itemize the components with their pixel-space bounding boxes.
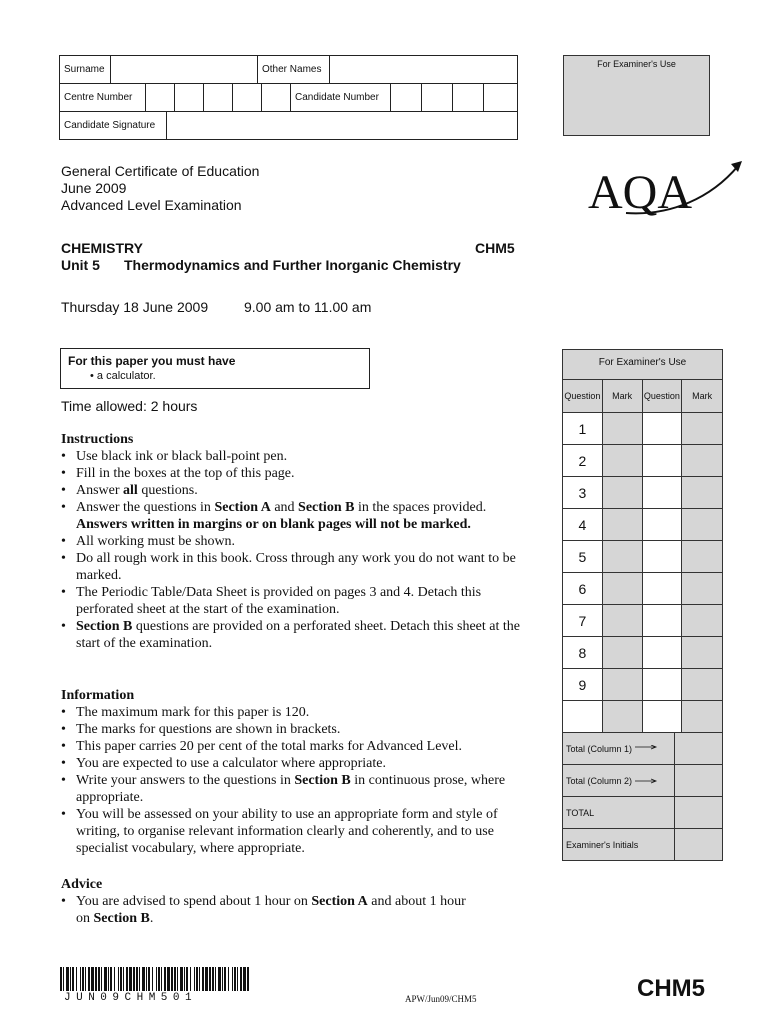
mark-cell-2[interactable]	[682, 637, 722, 668]
col-mark-2: Mark	[682, 380, 722, 412]
logo-text: AQA	[588, 166, 692, 218]
instruction-item: • The Periodic Table/Data Sheet is provided on pages 3 and 4. Detach this perforated sheet at the start of the examination.	[61, 584, 521, 618]
question-number: 4	[563, 509, 603, 540]
instruction-item: • Answer all questions.	[61, 482, 521, 499]
centre-number-digit[interactable]	[233, 84, 262, 111]
question-cell-2	[643, 701, 683, 732]
must-have-item: • a calculator.	[90, 370, 156, 382]
question-cell-2	[643, 573, 683, 604]
examiner-use-box-top: For Examiner's Use	[563, 55, 710, 136]
total-column-1-value[interactable]	[675, 733, 722, 764]
information-list	[61, 704, 521, 857]
mark-cell[interactable]	[603, 445, 643, 476]
paper-code: CHM5	[637, 975, 706, 1002]
signature-field[interactable]	[167, 112, 517, 139]
mark-cell[interactable]	[603, 541, 643, 572]
candidate-number-digit[interactable]	[484, 84, 517, 111]
question-number: 7	[563, 605, 603, 636]
information-item: • You are expected to use a calculator where appropriate.	[61, 755, 521, 772]
information-item: • You will be assessed on your ability to use an appropriate form and style of writing, to organise relevant information clearly and coherently, and to use specialist vocabulary, where appropriate.	[61, 806, 521, 857]
question-number: 3	[563, 477, 603, 508]
total-column-1-label: Total (Column 1)	[563, 733, 675, 764]
mark-cell[interactable]	[603, 477, 643, 508]
question-cell-2	[643, 445, 683, 476]
total-value[interactable]	[675, 797, 722, 828]
mark-cell[interactable]	[603, 573, 643, 604]
col-question: Question	[563, 380, 603, 412]
mark-cell[interactable]	[603, 509, 643, 540]
centre-number-digit[interactable]	[204, 84, 233, 111]
footer-reference: APW/Jun09/CHM5	[405, 994, 477, 1004]
question-number-empty	[563, 701, 603, 732]
question-cell-2	[643, 605, 683, 636]
question-cell-2	[643, 669, 683, 700]
total-label: TOTAL	[563, 797, 675, 828]
grid-row	[563, 605, 722, 637]
mark-cell-2[interactable]	[682, 541, 722, 572]
barcode	[60, 967, 251, 991]
information-item: • Write your answers to the questions in Section B in continuous prose, where appropriate.	[61, 772, 521, 806]
surname-field[interactable]	[111, 56, 258, 83]
question-number: 5	[563, 541, 603, 572]
col-mark: Mark	[603, 380, 643, 412]
candidate-number-digit[interactable]	[453, 84, 484, 111]
total-column-1-row	[563, 733, 722, 765]
arrow-right-icon	[635, 745, 659, 753]
information-section	[61, 687, 521, 857]
aqa-logo	[586, 158, 746, 218]
exam-header	[61, 163, 259, 214]
grid-row	[563, 637, 722, 669]
initials-row	[563, 829, 722, 860]
mark-cell-2[interactable]	[682, 477, 722, 508]
information-item: • The marks for questions are shown in brackets.	[61, 721, 521, 738]
total-row	[563, 797, 722, 829]
signature-row	[60, 112, 517, 139]
other-names-label: Other Names	[258, 56, 330, 83]
must-have-item-text: a calculator.	[96, 370, 156, 382]
examiner-marks-grid	[562, 349, 723, 861]
header-line2: June 2009	[61, 180, 127, 196]
number-row	[60, 84, 517, 112]
subject-name: CHEMISTRY	[61, 240, 143, 256]
mark-cell-2[interactable]	[682, 573, 722, 604]
question-cell-2	[643, 637, 683, 668]
initials-value[interactable]	[675, 829, 722, 860]
question-number: 8	[563, 637, 603, 668]
information-item: • This paper carries 20 per cent of the total marks for Advanced Level.	[61, 738, 521, 755]
candidate-number-digit[interactable]	[422, 84, 453, 111]
centre-number-label: Centre Number	[60, 84, 146, 111]
grid-row	[563, 445, 722, 477]
centre-number-digit[interactable]	[146, 84, 175, 111]
initials-label: Examiner's Initials	[563, 829, 675, 860]
mark-cell[interactable]	[603, 701, 643, 732]
centre-number-digit[interactable]	[175, 84, 204, 111]
advice-section	[61, 876, 481, 927]
subject-code: CHM5	[475, 240, 515, 256]
mark-cell-2[interactable]	[682, 445, 722, 476]
question-number: 6	[563, 573, 603, 604]
exam-time: 9.00 am to 11.00 am	[244, 299, 372, 315]
instruction-item: • Fill in the boxes at the top of this page.	[61, 465, 521, 482]
question-cell-2	[643, 541, 683, 572]
mark-cell[interactable]	[603, 605, 643, 636]
header-line3: Advanced Level Examination	[61, 197, 242, 213]
must-have-heading: For this paper you must have	[68, 354, 236, 368]
grid-row	[563, 413, 722, 445]
centre-number-digit[interactable]	[262, 84, 291, 111]
unit-number: Unit 5	[61, 257, 100, 273]
exam-day: Thursday 18 June 2009	[61, 299, 209, 315]
total-column-2-value[interactable]	[675, 765, 722, 796]
header-line1: General Certificate of Education	[61, 163, 260, 179]
grid-row	[563, 541, 722, 573]
instructions-heading: Instructions	[61, 432, 134, 447]
signature-label: Candidate Signature	[60, 112, 167, 139]
mark-cell-2[interactable]	[682, 701, 722, 732]
question-number: 2	[563, 445, 603, 476]
information-item: • The maximum mark for this paper is 120.	[61, 704, 521, 721]
grid-row	[563, 509, 722, 541]
grid-row	[563, 477, 722, 509]
question-cell-2	[643, 413, 683, 444]
instructions-section	[61, 431, 521, 652]
instruction-item: • Do all rough work in this book. Cross through any work you do not want to be marked.	[61, 550, 521, 584]
must-have-box	[60, 348, 370, 389]
unit-title: Thermodynamics and Further Inorganic Chemistry	[124, 257, 461, 273]
mark-cell[interactable]	[603, 669, 643, 700]
grid-row	[563, 701, 722, 733]
surname-label: Surname	[60, 56, 111, 83]
arrow-right-icon	[635, 777, 659, 785]
mark-cell-2[interactable]	[682, 605, 722, 636]
mark-cell-2[interactable]	[682, 669, 722, 700]
advice-heading: Advice	[61, 877, 103, 892]
other-names-field[interactable]	[330, 56, 517, 83]
question-cell-2	[643, 477, 683, 508]
question-number: 1	[563, 413, 603, 444]
total-column-2-row	[563, 765, 722, 797]
grid-header-row	[563, 380, 722, 413]
candidate-number-label: Candidate Number	[291, 84, 391, 111]
instruction-item: • Use black ink or black ball-point pen.	[61, 448, 521, 465]
instruction-item: • All working must be shown.	[61, 533, 521, 550]
grid-row	[563, 573, 722, 605]
instructions-list	[61, 448, 521, 652]
question-number: 9	[563, 669, 603, 700]
grid-title: For Examiner's Use	[563, 350, 722, 380]
advice-item: • You are advised to spend about 1 hour on Section A and about 1 hour on Section B.	[61, 893, 481, 927]
candidate-details	[59, 55, 518, 140]
mark-cell-2[interactable]	[682, 413, 722, 444]
barcode-text: JUN09CHM501	[64, 992, 198, 1004]
grid-row	[563, 669, 722, 701]
col-question-2: Question	[643, 380, 683, 412]
time-allowed: Time allowed: 2 hours	[61, 398, 198, 414]
surname-row	[60, 56, 517, 84]
mark-cell[interactable]	[603, 413, 643, 444]
mark-cell[interactable]	[603, 637, 643, 668]
advice-list	[61, 893, 481, 927]
total-column-2-label: Total (Column 2)	[563, 765, 675, 796]
mark-cell-2[interactable]	[682, 509, 722, 540]
instruction-item: • Answer the questions in Section A and Section B in the spaces provided. Answers written in margins or on blank pages will not be marked.	[61, 499, 521, 533]
instruction-item: • Section B questions are provided on a perforated sheet. Detach this sheet at the start of the examination.	[61, 618, 521, 652]
question-cell-2	[643, 509, 683, 540]
candidate-number-digit[interactable]	[391, 84, 422, 111]
information-heading: Information	[61, 688, 135, 703]
